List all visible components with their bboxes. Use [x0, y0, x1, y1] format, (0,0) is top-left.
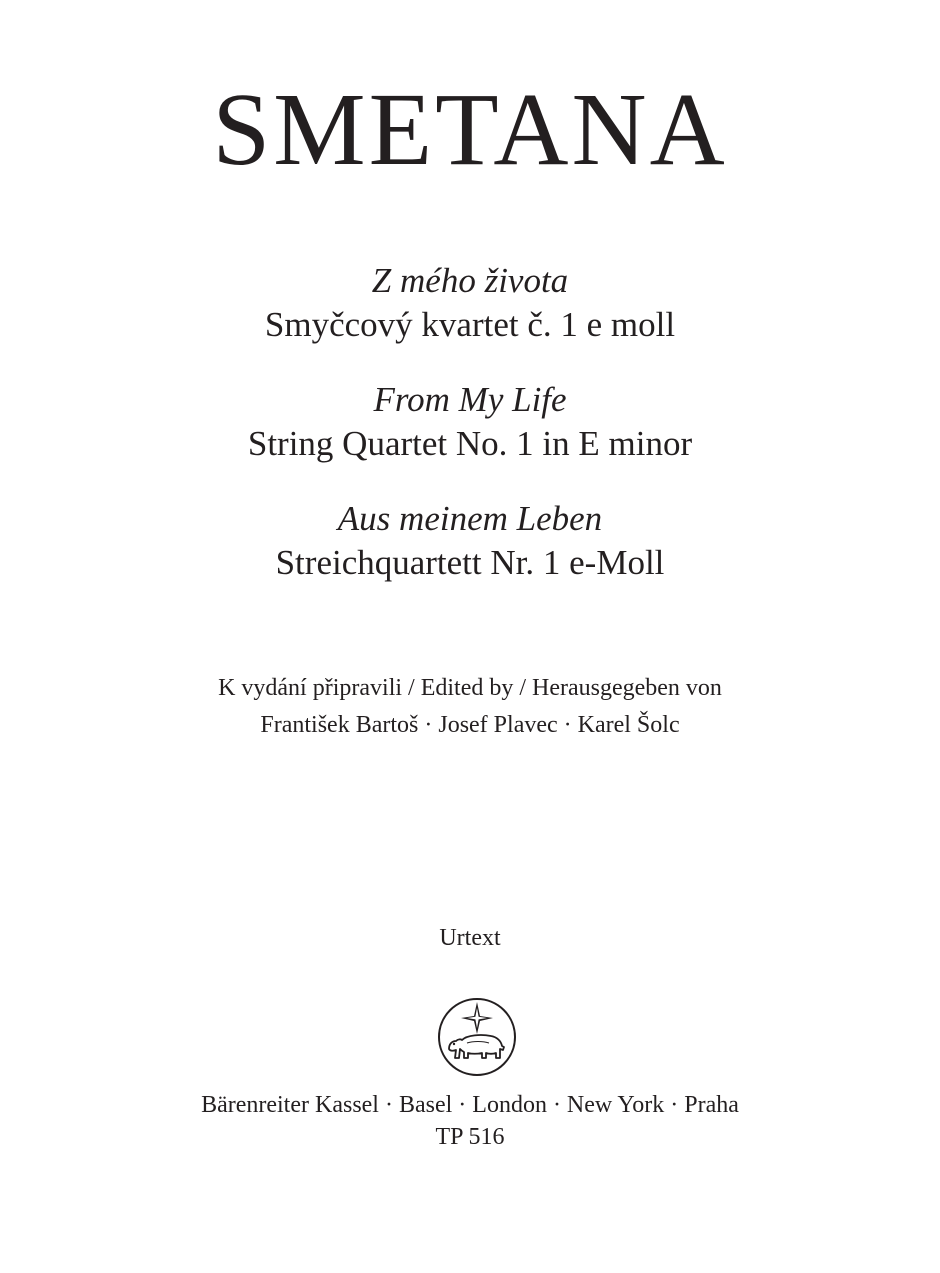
subtitle-czech: Smyčcový kvartet č. 1 e moll	[264, 305, 676, 344]
subtitle-german: Streichquartett Nr. 1 e-Moll	[275, 543, 665, 582]
editors-names: František Bartoš · Josef Plavec · Karel Šolc	[260, 712, 680, 738]
catalog-number: TP 516	[435, 1124, 505, 1150]
title-german: Aus meinem Leben	[337, 499, 603, 538]
publisher-places: Bärenreiter Kassel · Basel · London · New York · Praha	[201, 1092, 739, 1118]
subtitle-english: String Quartet No. 1 in E minor	[247, 424, 693, 463]
composer-name: SMETANA	[212, 72, 728, 187]
baerenreiter-logo-icon	[437, 997, 517, 1077]
title-english: From My Life	[373, 380, 567, 419]
editors-label: K vydání připravili / Edited by / Herausgegeben von	[218, 675, 722, 701]
title-czech: Z mého života	[371, 261, 569, 300]
edition-type: Urtext	[439, 925, 501, 951]
